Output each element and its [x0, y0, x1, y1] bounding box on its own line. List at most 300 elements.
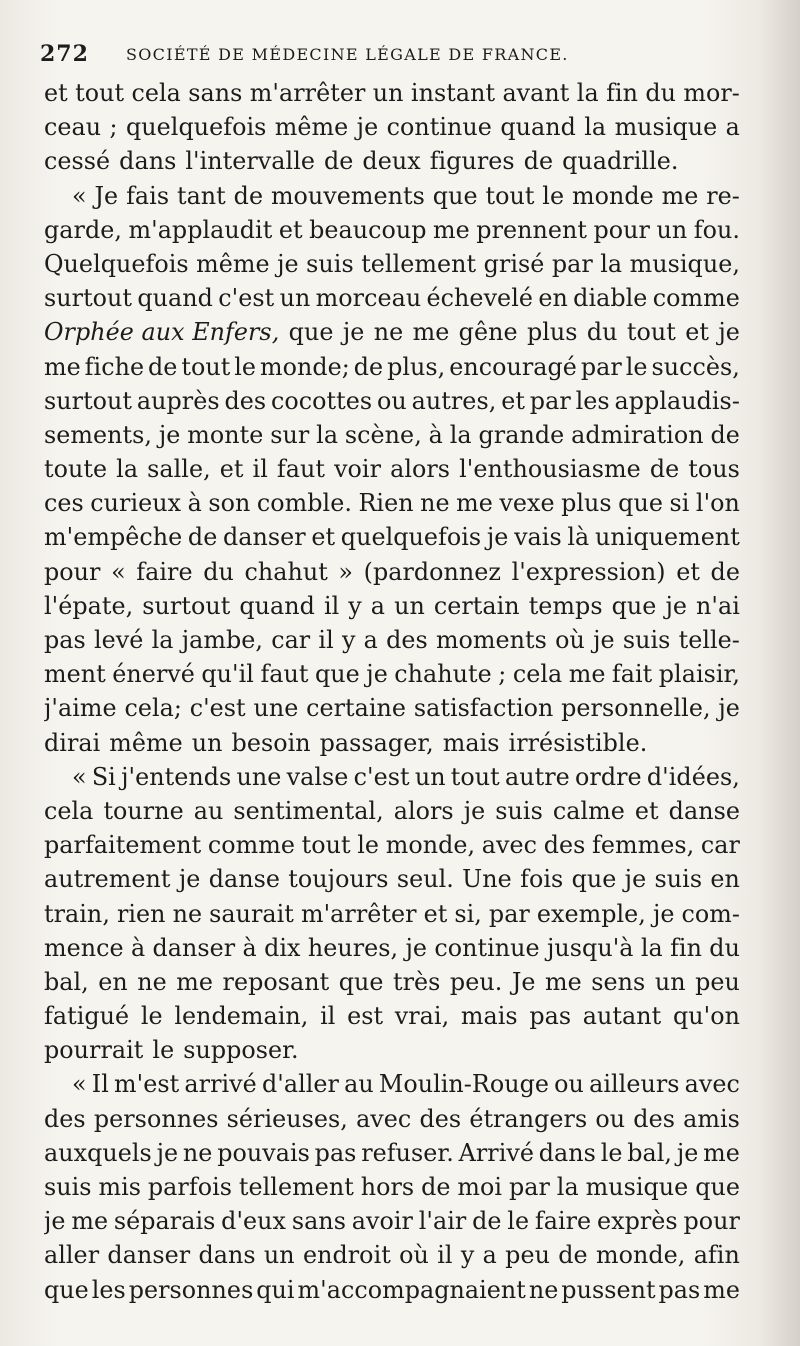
word: qu'il	[201, 660, 254, 689]
word: avoir	[351, 1207, 413, 1236]
running-title: SOCIÉTÉ DE MÉDECINE LÉGALE DE FRANCE.	[126, 44, 569, 64]
word: toute	[44, 455, 108, 484]
word: un	[372, 79, 404, 107]
word: Je	[511, 967, 536, 996]
word: fin	[670, 933, 702, 962]
word: le	[507, 1207, 530, 1236]
word: un	[279, 284, 311, 313]
word: à	[130, 933, 146, 962]
word: quelquefois	[125, 113, 267, 142]
word: de	[558, 1241, 588, 1270]
word: endroit	[302, 1241, 391, 1270]
word: et	[423, 899, 448, 928]
word: toujours	[288, 865, 389, 894]
word: comme	[207, 831, 295, 860]
word: l'on	[695, 489, 740, 518]
word: pour	[44, 557, 101, 586]
word: à	[242, 933, 257, 962]
word: train,	[44, 899, 110, 928]
word: ou	[377, 386, 407, 415]
word: personnes	[128, 1275, 254, 1304]
word: fois	[520, 865, 564, 894]
word: même	[109, 728, 183, 757]
word: avec	[481, 831, 538, 860]
word: et	[676, 557, 700, 586]
word: «	[72, 762, 87, 791]
page-header	[40, 38, 760, 70]
word: me	[568, 660, 606, 689]
word: sur	[270, 420, 310, 449]
word: je	[624, 865, 647, 894]
word: admiration	[571, 420, 704, 449]
word: reposant	[222, 967, 330, 996]
word: me	[703, 1275, 740, 1304]
text-line	[44, 657, 740, 691]
text-line	[44, 1204, 740, 1238]
word: autre	[505, 762, 570, 791]
word: dans	[198, 1241, 256, 1270]
word: certain	[433, 591, 520, 620]
word: cocottes	[271, 386, 373, 415]
word: a	[370, 591, 386, 620]
word: faire	[534, 1207, 592, 1236]
word: cela	[131, 79, 181, 107]
word: la	[151, 626, 174, 654]
word: supposer.	[183, 1036, 299, 1065]
word: à	[187, 489, 202, 518]
word: diable	[573, 284, 648, 313]
word: je	[44, 1207, 66, 1236]
text-line	[44, 315, 740, 349]
word: cela	[512, 660, 563, 689]
word: plus,	[387, 352, 446, 381]
word: l'enthousiasme	[459, 455, 641, 484]
word: si,	[454, 899, 482, 928]
word: a	[725, 113, 740, 142]
text-line	[44, 384, 740, 418]
word: même	[196, 249, 270, 278]
word: ;	[109, 113, 118, 142]
word: m'est	[114, 1070, 180, 1099]
word: monde,	[595, 1241, 686, 1270]
word: irrésistible.	[508, 728, 648, 757]
word: peu	[505, 1241, 550, 1270]
word: des	[386, 626, 428, 654]
word: le	[357, 831, 380, 860]
word: tant	[176, 181, 226, 210]
text-line	[44, 1136, 740, 1170]
text-line	[44, 144, 740, 178]
word: je	[158, 420, 181, 449]
word: temps	[528, 591, 603, 620]
word: refuser.	[361, 1138, 454, 1167]
word: et	[44, 79, 68, 107]
word: tout	[181, 352, 231, 381]
word: lendemain,	[174, 1002, 309, 1031]
word: me	[44, 352, 81, 381]
word: y	[348, 591, 362, 620]
word: musique	[614, 113, 718, 142]
word: un	[656, 215, 688, 244]
word: au	[193, 796, 224, 825]
word: je	[156, 1138, 179, 1167]
word: ailleurs	[589, 1070, 680, 1099]
word: en	[538, 284, 568, 313]
word: à	[428, 420, 443, 449]
word: seul.	[396, 865, 454, 894]
word: pas	[658, 1275, 701, 1304]
word: que	[315, 660, 360, 689]
text-line	[44, 1170, 740, 1204]
word: en	[98, 967, 128, 996]
word: je	[652, 899, 675, 928]
word: vexe	[499, 489, 555, 518]
text-line	[44, 1067, 740, 1101]
word: pas	[44, 626, 86, 654]
word: je	[405, 933, 428, 962]
word: par	[551, 249, 593, 278]
word: auprès	[136, 386, 220, 415]
word: garde,	[44, 215, 122, 244]
word: je	[366, 660, 388, 689]
word: que	[432, 181, 478, 210]
word: plus	[526, 318, 578, 347]
word: par	[580, 352, 622, 381]
word: gêne	[458, 318, 518, 347]
word: de	[472, 1207, 502, 1236]
word: de	[649, 455, 680, 484]
word: du	[709, 933, 740, 962]
word: il	[437, 1241, 453, 1270]
word: dirai	[44, 728, 101, 757]
word: autres,	[411, 386, 497, 415]
word: qui	[256, 1275, 295, 1304]
word: curieux	[90, 489, 182, 518]
word: si	[669, 489, 690, 518]
word: ces	[44, 489, 84, 518]
word: de	[523, 147, 554, 176]
word: monte	[187, 420, 264, 449]
word: ment	[44, 660, 106, 689]
word: ne	[420, 489, 450, 518]
word: avant	[502, 79, 570, 107]
word: bal,	[627, 1138, 673, 1167]
word: et	[685, 318, 709, 347]
word: Je	[94, 181, 119, 210]
word: tous	[688, 455, 740, 484]
word: ne	[172, 899, 203, 928]
word: m'empêche	[44, 523, 183, 552]
word: «	[72, 181, 87, 210]
word: salle,	[147, 455, 211, 484]
word: prennent	[476, 215, 587, 244]
word: Si	[91, 762, 116, 791]
word: dans	[538, 1138, 596, 1167]
text-line	[44, 691, 740, 725]
word: fou.	[693, 215, 740, 244]
word: parfois	[147, 1173, 232, 1201]
text-line	[44, 418, 740, 452]
word: faut	[260, 660, 309, 689]
word: plus	[561, 489, 612, 518]
word: sans	[188, 79, 243, 107]
word: figures	[429, 147, 515, 176]
word: la	[116, 455, 139, 484]
word: le	[152, 1036, 175, 1065]
word: tout	[485, 181, 535, 210]
word: ceau	[44, 113, 102, 142]
word: séparais	[113, 1207, 216, 1236]
word: m'accompagnaient	[297, 1275, 526, 1304]
word: mais	[460, 1002, 518, 1031]
word: quand	[137, 284, 213, 313]
word: est	[347, 1002, 384, 1031]
word: et	[278, 215, 303, 244]
word: je	[486, 523, 509, 552]
word: «	[111, 557, 126, 586]
word: voir	[334, 455, 382, 484]
word: quand	[500, 113, 576, 142]
word: hors	[360, 1173, 415, 1201]
word: n'ai	[696, 591, 740, 620]
word: Quelquefois	[44, 249, 189, 278]
word: un	[191, 728, 223, 757]
word: c'est	[218, 284, 275, 313]
word: me	[433, 215, 470, 244]
word: suis	[654, 865, 703, 894]
word: alors	[390, 455, 451, 484]
word: du	[586, 318, 618, 347]
text-line	[44, 1102, 740, 1136]
word: rien	[116, 899, 166, 928]
text-line	[44, 726, 740, 760]
word: ne	[528, 1275, 559, 1304]
word: des	[419, 1104, 462, 1133]
word: scène,	[344, 420, 422, 449]
word: de	[710, 557, 740, 586]
word: fait	[611, 660, 653, 689]
word: d'eux	[221, 1207, 287, 1236]
word: ne	[182, 1138, 213, 1167]
word: «	[72, 1070, 87, 1099]
word: fiche	[84, 352, 145, 381]
word: succès,	[651, 352, 740, 381]
word: une	[253, 694, 299, 723]
word: comme	[652, 284, 740, 313]
word: dix	[264, 933, 301, 962]
word: pourrait	[44, 1036, 144, 1065]
word: mouvements	[270, 181, 425, 210]
word: cela	[44, 796, 94, 825]
word: certaine	[306, 694, 407, 723]
word: suis	[306, 249, 354, 278]
word: des	[44, 1104, 86, 1133]
word: tellement	[238, 1173, 354, 1201]
word: par	[529, 386, 571, 415]
word: et	[219, 455, 244, 484]
word: que	[571, 865, 617, 894]
word: d'idées,	[646, 762, 740, 791]
word: les	[575, 386, 610, 415]
text-line	[44, 999, 740, 1033]
word: m'applaudit	[128, 215, 273, 244]
word: surtout	[44, 386, 133, 415]
word: autant	[582, 1002, 662, 1031]
word: fin	[606, 79, 638, 107]
word: auxquels	[44, 1138, 152, 1167]
word: mis	[98, 1173, 141, 1201]
word: par	[488, 899, 530, 928]
word: l'épate,	[44, 591, 134, 620]
word: mor-	[683, 79, 740, 107]
word: com-	[681, 899, 740, 928]
word: suis	[622, 626, 671, 654]
word: très	[393, 967, 441, 996]
word: quand	[239, 591, 315, 620]
word: monde;	[259, 352, 350, 381]
word: où	[399, 1241, 429, 1270]
word: femmes,	[592, 831, 695, 860]
word: fais	[126, 181, 170, 210]
word: là	[567, 523, 590, 552]
word: de	[324, 147, 354, 176]
word: telle-	[678, 626, 740, 654]
text-line	[44, 350, 740, 384]
body-text	[44, 76, 740, 1334]
word: de	[187, 523, 218, 552]
word: il	[323, 591, 340, 620]
text-line	[44, 828, 740, 862]
word: calme	[552, 796, 625, 825]
word: car	[700, 831, 740, 860]
word: je	[593, 626, 615, 654]
word: peu.	[449, 967, 503, 996]
word: Rien	[358, 489, 414, 518]
word: un	[263, 1241, 295, 1270]
word: m'arrêter	[300, 899, 417, 928]
text-line	[44, 555, 740, 589]
word: afin	[693, 1241, 740, 1270]
word: du	[645, 79, 677, 107]
word: a	[363, 626, 378, 654]
word: Une	[462, 865, 512, 894]
word: ou	[554, 1070, 584, 1099]
word: danser	[152, 933, 236, 962]
italic-title-word: Orphée aux Enfers,	[44, 318, 280, 347]
text-line	[44, 965, 740, 999]
word: suis	[44, 1173, 92, 1201]
word: la	[316, 420, 339, 449]
word: et	[501, 386, 525, 415]
word: me	[412, 318, 450, 347]
word: le	[625, 352, 648, 381]
word: et	[311, 523, 336, 552]
word: il	[318, 626, 334, 654]
word: y	[460, 1241, 475, 1270]
word: tellement	[361, 249, 477, 278]
word: y	[341, 626, 356, 654]
word: et	[634, 796, 659, 825]
word: sentimental,	[233, 796, 384, 825]
word: (pardonnez	[363, 557, 502, 586]
word: sérieuses,	[226, 1104, 348, 1133]
word: jambe,	[181, 626, 263, 654]
word: dans	[119, 147, 177, 176]
word: grande	[478, 420, 565, 449]
word: étrangers	[469, 1104, 588, 1133]
word: ne	[137, 967, 167, 996]
word: je	[718, 318, 740, 347]
word: je	[178, 865, 201, 894]
text-line	[44, 794, 740, 828]
word: que	[288, 318, 334, 347]
word: la	[576, 79, 599, 107]
word: uniquement	[594, 523, 740, 552]
word: danse	[208, 865, 280, 894]
word: ordre	[575, 762, 642, 791]
word: l'expression)	[511, 557, 666, 586]
word: chahut	[244, 557, 328, 586]
text-line	[44, 452, 740, 486]
word: aller	[44, 1241, 100, 1270]
word: a	[482, 1241, 497, 1270]
word: c'est	[189, 694, 246, 723]
word: du	[203, 557, 234, 586]
word: d'aller	[261, 1070, 339, 1099]
text-line	[44, 110, 740, 144]
word: il	[320, 1002, 336, 1031]
word: un	[414, 762, 446, 791]
word: applaudis-	[614, 386, 740, 415]
word: de	[421, 1173, 451, 1201]
word: ne	[373, 318, 404, 347]
word: je	[463, 796, 486, 825]
word: moi	[457, 1173, 503, 1201]
word: personnelle,	[561, 694, 711, 723]
word: son	[208, 489, 251, 518]
word: les	[91, 1275, 126, 1304]
word: morceau	[315, 284, 422, 313]
word: musique,	[629, 249, 740, 278]
text-line	[44, 76, 740, 110]
word: amis	[683, 1104, 740, 1133]
word: la	[449, 420, 472, 449]
word: monde	[571, 181, 654, 210]
word: la	[600, 249, 623, 278]
word: danser	[107, 1241, 191, 1270]
text-line	[44, 862, 740, 896]
word: je	[718, 694, 740, 723]
word: suis	[495, 796, 543, 825]
word: le	[542, 181, 565, 210]
word: me	[176, 967, 214, 996]
word: de	[353, 352, 384, 381]
word: pour	[593, 215, 650, 244]
word: me	[456, 489, 493, 518]
text-line	[44, 213, 740, 247]
word: chahute	[394, 660, 492, 689]
word: exprès	[596, 1207, 678, 1236]
word: il	[252, 455, 268, 484]
word: arrivé	[184, 1070, 257, 1099]
word: le	[140, 1002, 163, 1031]
word: Arrivé	[458, 1138, 534, 1167]
word: pour	[683, 1207, 740, 1236]
word: des	[543, 831, 586, 860]
word: sans	[291, 1207, 346, 1236]
word: levé	[93, 626, 144, 654]
word: échevelé	[426, 284, 533, 313]
